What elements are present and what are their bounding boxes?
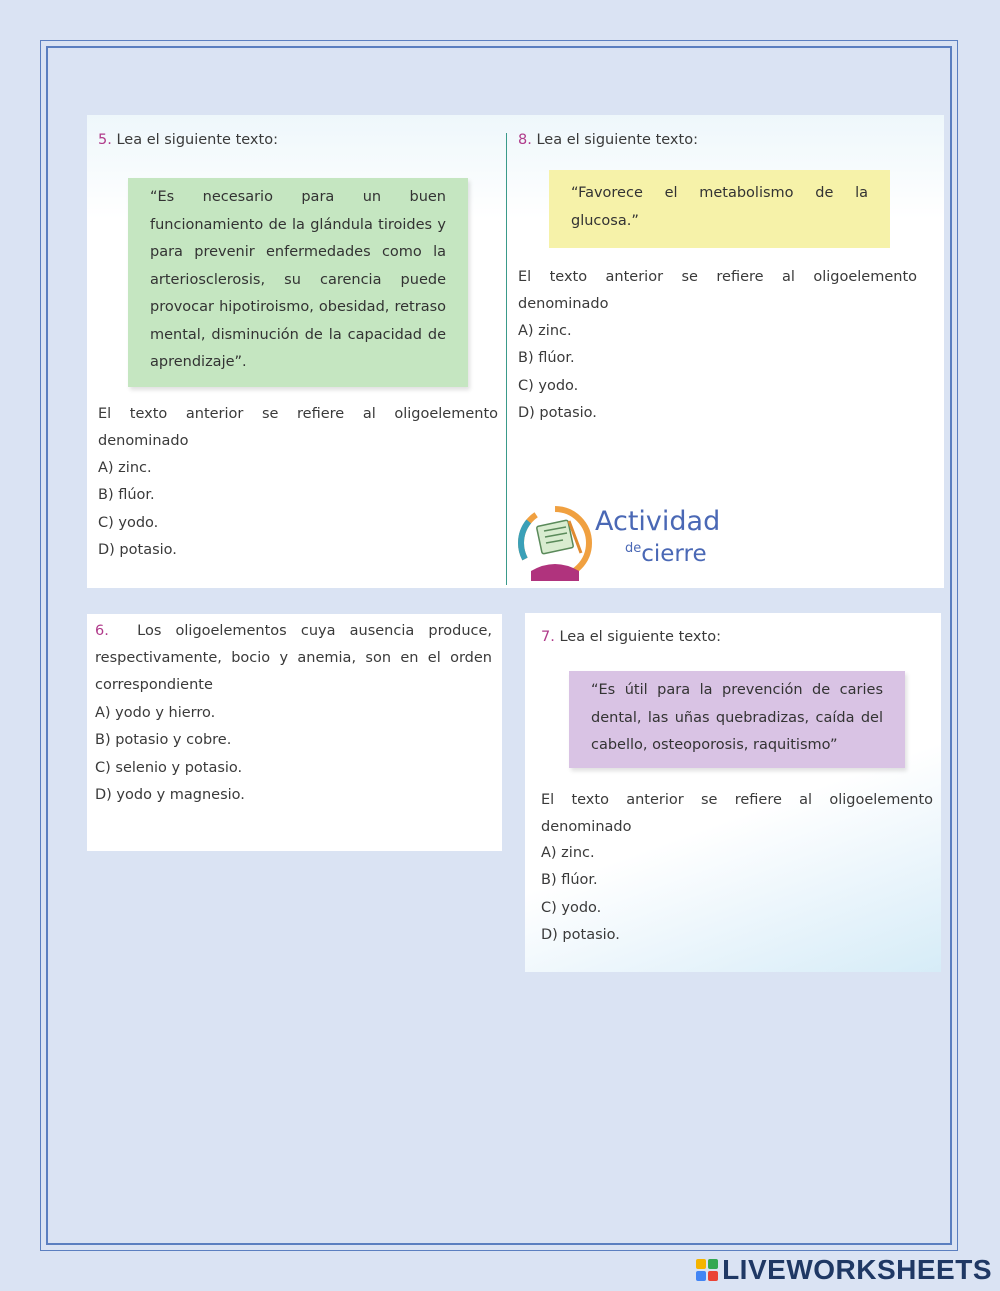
- question-title-text: Lea el siguiente texto:: [559, 629, 721, 645]
- question-number: 6.: [95, 623, 109, 639]
- question-6: [87, 614, 502, 851]
- option-d[interactable]: D) potasio.: [541, 926, 620, 943]
- logo-square-1: [696, 1259, 706, 1269]
- option-c[interactable]: C) selenio y potasio.: [95, 759, 243, 776]
- option-a[interactable]: A) zinc.: [518, 323, 572, 339]
- column-divider: [506, 133, 507, 585]
- option-a[interactable]: A) zinc.: [98, 460, 152, 476]
- question-7-title: [541, 624, 721, 651]
- question-7-stem: El texto anterior se refiere al oligoelemento denominado: [541, 792, 933, 835]
- question-5-title: [98, 127, 278, 154]
- question-7: [525, 613, 941, 972]
- option-a[interactable]: A) zinc.: [541, 845, 595, 861]
- question-number: 5.: [98, 132, 112, 148]
- brand-name: LIVEWORKSHEETS: [722, 1254, 992, 1285]
- option-c[interactable]: C) yodo.: [541, 899, 602, 916]
- liveworksheets-logo-icon: [696, 1259, 718, 1281]
- question-6-stem: [95, 618, 492, 699]
- logo-line-2-text: cierre: [641, 541, 707, 567]
- question-6-stem-text: Los oligoelementos cuya ausencia produce, respectivamente, bocio y anemia, son en el orden correspondiente: [95, 623, 493, 693]
- logo-line-2-small: de: [625, 541, 642, 556]
- logo-square-2: [708, 1259, 718, 1269]
- actividad-de-cierre-logo: [517, 501, 721, 585]
- question-7-options: [541, 840, 620, 949]
- question-5-options: [98, 455, 177, 564]
- question-8-quote: “Favorece el metabolismo de la glucosa.”: [549, 170, 890, 248]
- liveworksheets-brand: [696, 1254, 992, 1286]
- questions-5-8-panel: [87, 115, 944, 588]
- question-5-stem: El texto anterior se refiere al oligoelemento denominado: [98, 406, 498, 449]
- question-number: 8.: [518, 132, 532, 148]
- question-5-quote: “Es necesario para un buen funcionamiento de la glándula tiroides y para prevenir enfermedades como la arteriosclerosis, su carencia puede provocar hipotiroismo, obesidad, retraso mental, disminución de la capacidad de aprendizaje”.: [128, 178, 468, 387]
- option-d[interactable]: D) yodo y magnesio.: [95, 786, 245, 803]
- logo-line-2: [625, 535, 707, 568]
- question-7-quote: “Es útil para la prevención de caries dental, las uñas quebradizas, caída del cabello, osteoporosis, raquitismo”: [569, 671, 905, 768]
- logo-square-3: [696, 1271, 706, 1281]
- question-8-title: [518, 127, 698, 154]
- option-d[interactable]: D) potasio.: [98, 541, 177, 558]
- question-8-options: [518, 318, 597, 427]
- logo-square-4: [708, 1271, 718, 1281]
- option-b[interactable]: B) flúor.: [98, 487, 155, 504]
- logo-line-1: Actividad: [595, 506, 721, 537]
- question-title-text: Lea el siguiente texto:: [116, 132, 278, 148]
- question-8-stem: El texto anterior se refiere al oligoelemento denominado: [518, 269, 917, 312]
- option-c[interactable]: C) yodo.: [518, 377, 579, 394]
- activity-illustration-icon: [517, 501, 597, 585]
- option-b[interactable]: B) flúor.: [541, 872, 598, 889]
- option-d[interactable]: D) potasio.: [518, 404, 597, 421]
- question-title-text: Lea el siguiente texto:: [536, 132, 698, 148]
- option-b[interactable]: B) potasio y cobre.: [95, 732, 232, 749]
- option-c[interactable]: C) yodo.: [98, 514, 159, 531]
- question-number: 7.: [541, 629, 555, 645]
- option-b[interactable]: B) flúor.: [518, 350, 575, 367]
- question-6-options: [95, 700, 245, 809]
- option-a[interactable]: A) yodo y hierro.: [95, 705, 216, 721]
